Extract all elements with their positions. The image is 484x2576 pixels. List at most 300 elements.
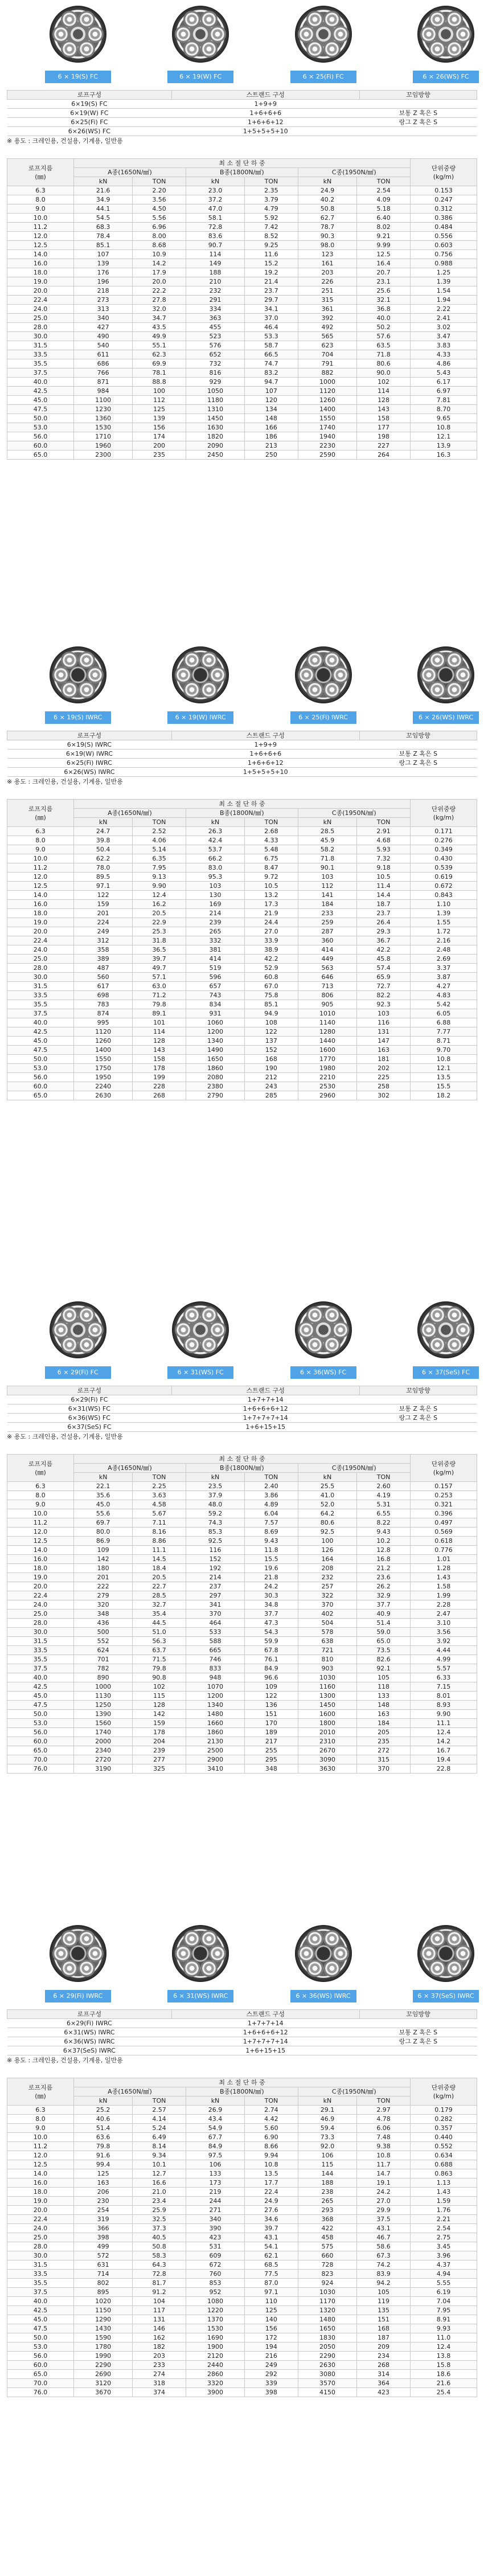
strand-icon (183, 1930, 200, 1947)
table-cell: 0.253 (410, 1491, 477, 1500)
table-cell: 358 (74, 945, 133, 955)
table-cell: 0.349 (410, 845, 477, 854)
table-cell: 623 (298, 341, 356, 350)
construction-cell (359, 1423, 477, 1432)
table-row (7, 918, 477, 927)
table-cell: 103 (298, 873, 356, 882)
table-cell: 5.67 (133, 1509, 186, 1518)
table-cell: 9.0 (7, 204, 74, 214)
table-cell: 8.68 (133, 241, 186, 250)
construction-cell: 1+6+15+15 (171, 1423, 359, 1432)
table-cell: 318 (133, 2379, 186, 2388)
construction-cell: 1+6+15+15 (171, 2046, 359, 2055)
table-cell: 0.619 (410, 873, 477, 882)
table-cell: 78.0 (74, 863, 133, 873)
table-cell: 8.52 (245, 232, 298, 241)
table-cell: 29.7 (245, 296, 298, 305)
construction-cell: 6×31(WS) IWRC (7, 2028, 172, 2037)
construction-cell: 랑그 Z 혹은 S (359, 118, 477, 127)
table-cell: 72.8 (133, 2270, 186, 2279)
table-cell: 16.3 (410, 451, 477, 460)
table-cell: 32.7 (133, 1600, 186, 1610)
table-cell: 312 (74, 936, 133, 945)
table-cell: 95.3 (186, 873, 244, 882)
table-cell: 45.0 (7, 1692, 74, 1701)
construction-cell: 1+7+7+14 (171, 1395, 359, 1404)
rope-cross-section-icon (50, 646, 106, 703)
table-cell: 26.3 (186, 827, 244, 836)
table-cell: 25.5 (298, 1482, 356, 1491)
table-cell: 60.8 (245, 973, 298, 982)
table-cell: 552 (74, 1637, 133, 1646)
strand-icon (454, 1945, 471, 1962)
table-cell: 16.7 (410, 1746, 477, 1755)
strand-icon (87, 1945, 104, 1962)
table-cell: 10.9 (133, 250, 186, 259)
table-cell: 2210 (298, 1073, 356, 1082)
table-cell: 91.6 (74, 2151, 133, 2160)
table-cell: 40.5 (133, 2233, 186, 2242)
table-cell: 19.4 (410, 1755, 477, 1764)
table-cell: 0.634 (410, 2151, 477, 2160)
table-cell: 26.2 (357, 1582, 411, 1591)
table-cell: 31.5 (7, 341, 74, 350)
table-cell: 0.282 (410, 2115, 477, 2124)
table-cell: 16.6 (133, 2178, 186, 2188)
table-cell: 1230 (74, 405, 133, 414)
table-cell: 43.4 (186, 2115, 244, 2124)
table-cell: 190 (245, 1064, 298, 1073)
table-row (7, 1491, 477, 1500)
strand-icon (332, 1321, 349, 1338)
table-row (7, 323, 477, 332)
table-cell: 10.1 (133, 2160, 186, 2169)
table-row (7, 1619, 477, 1628)
table-cell: 1280 (298, 1027, 356, 1037)
table-cell: 340 (186, 2215, 244, 2224)
table-cell: 3.56 (133, 195, 186, 204)
grade-header: B종(1800N/㎟) (186, 809, 298, 818)
rope-image-caption: 6 × 19(S) IWRC (45, 711, 111, 724)
table-row (7, 1064, 477, 1073)
table-cell: 10.8 (245, 2160, 298, 2169)
table-cell: 4.68 (357, 836, 411, 845)
table-row (7, 423, 477, 432)
table-cell: 4.58 (133, 1500, 186, 1509)
table-row (7, 1737, 477, 1746)
table-cell: 1950 (74, 1073, 133, 1082)
table-cell: 46.4 (245, 323, 298, 332)
table-cell: 107 (245, 387, 298, 396)
table-cell: 131 (357, 1027, 411, 1037)
table-cell: 12.0 (7, 2151, 74, 2160)
table-row (7, 1009, 477, 1018)
table-cell: 20.5 (133, 1573, 186, 1582)
rope-image-caption: 6 × 31(WS) IWRC (167, 1990, 233, 2002)
table-row (7, 1037, 477, 1046)
table-cell: 29.3 (357, 927, 411, 936)
table-cell: 90.3 (298, 232, 356, 241)
table-cell: 49.7 (133, 964, 186, 973)
table-cell: 219 (186, 2188, 244, 2197)
table-cell: 30.0 (7, 1628, 74, 1637)
table-cell: 40.0 (7, 1018, 74, 1027)
table-cell: 370 (298, 1600, 356, 1610)
table-cell: 65.0 (7, 1746, 74, 1755)
construction-cell: 1+5+5+5+10 (171, 768, 359, 777)
table-cell: 78.7 (298, 223, 356, 232)
table-cell: 22.2 (133, 286, 186, 296)
table-cell: 232 (186, 286, 244, 296)
table-cell: 24.2 (245, 1582, 298, 1591)
strand-icon (183, 11, 200, 28)
table-cell: 91.2 (133, 2288, 186, 2297)
table-cell: 24.0 (7, 1600, 74, 1610)
table-cell: 2.20 (133, 186, 186, 195)
table-cell: 43.1 (357, 2224, 411, 2233)
table-row (7, 368, 477, 378)
strand-icon (298, 1945, 315, 1962)
table-cell: 47.5 (7, 2324, 74, 2333)
unit-weight-unit: (kg/m) (433, 1468, 454, 1476)
unit-weight-label: 단위중량 (431, 805, 456, 813)
table-cell: 1630 (186, 423, 244, 432)
table-cell: 1000 (298, 378, 356, 387)
table-cell: 105 (357, 2288, 411, 2297)
table-cell: 1340 (186, 1701, 244, 1710)
table-cell: 0.153 (410, 186, 477, 195)
construction-row (7, 109, 477, 118)
table-cell: 143 (133, 1046, 186, 1055)
table-cell: 2690 (74, 2370, 133, 2379)
rope-cross-section-icon (417, 1301, 474, 1358)
table-cell: 9.18 (357, 863, 411, 873)
strand-icon (78, 1336, 95, 1353)
table-cell: 123 (298, 250, 356, 259)
strand-icon (420, 26, 437, 43)
table-row (7, 991, 477, 1000)
strand-icon (209, 26, 226, 43)
table-cell: 12.5 (7, 241, 74, 250)
table-cell: 106 (298, 2151, 356, 2160)
table-cell: 5.43 (410, 368, 477, 378)
rope-cross-section-icon (50, 1301, 106, 1358)
table-cell: 42.5 (7, 2306, 74, 2315)
table-cell: 32.1 (357, 296, 411, 305)
strand-icon (298, 666, 315, 683)
table-cell: 47.3 (245, 1619, 298, 1628)
table-row (7, 359, 477, 368)
ton-header: TON (357, 818, 411, 827)
table-cell: 35.5 (7, 2279, 74, 2288)
table-cell: 135 (357, 2306, 411, 2315)
table-cell: 92.5 (186, 1537, 244, 1546)
table-cell: 168 (245, 1055, 298, 1064)
strand-icon (429, 1930, 446, 1947)
table-cell: 1990 (74, 2352, 133, 2361)
table-cell: 255 (245, 1746, 298, 1755)
table-row (7, 2306, 477, 2315)
table-cell: 144 (298, 2169, 356, 2178)
table-row (7, 1610, 477, 1619)
table-cell: 890 (74, 1673, 133, 1682)
table-cell: 16.0 (7, 1555, 74, 1564)
strand-icon (446, 1336, 463, 1353)
table-row (7, 2342, 477, 2352)
table-cell: 1770 (298, 1055, 356, 1064)
table-cell: 16.0 (7, 259, 74, 268)
table-row (7, 1046, 477, 1055)
rope-image-card (167, 645, 233, 724)
construction-table (7, 1386, 477, 1432)
table-cell: 36.7 (357, 936, 411, 945)
table-cell: 59.0 (357, 1628, 411, 1637)
table-cell: 92.5 (298, 1527, 356, 1537)
table-cell: 67.7 (186, 2133, 244, 2142)
table-cell: 181 (357, 1055, 411, 1064)
construction-header: 꼬임방향 (359, 91, 477, 100)
table-cell: 279 (74, 1591, 133, 1600)
table-cell: 152 (186, 1555, 244, 1564)
table-cell: 22.1 (74, 1482, 133, 1491)
table-cell: 9.90 (410, 1710, 477, 1719)
table-row (7, 332, 477, 341)
table-cell: 370 (186, 1610, 244, 1619)
table-cell: 834 (186, 1000, 244, 1009)
rope-image-row (0, 1919, 484, 2005)
table-row (7, 900, 477, 909)
table-cell: 164 (298, 1555, 356, 1564)
table-cell: 65.0 (7, 451, 74, 460)
table-cell: 5.48 (245, 845, 298, 854)
table-cell: 423 (357, 2388, 411, 2397)
table-cell: 60.0 (7, 1737, 74, 1746)
table-cell: 50.2 (357, 323, 411, 332)
table-cell: 239 (133, 1746, 186, 1755)
table-cell: 8.0 (7, 195, 74, 204)
table-cell: 8.47 (245, 863, 298, 873)
table-cell: 929 (186, 378, 244, 387)
table-row (7, 1701, 477, 1710)
table-cell: 9.94 (245, 2151, 298, 2160)
table-row (7, 1637, 477, 1646)
strand-icon (175, 666, 192, 683)
grade-header: B종(1800N/㎟) (186, 168, 298, 177)
table-cell: 12.0 (7, 873, 74, 882)
table-cell: 1860 (186, 1064, 244, 1073)
table-cell: 1.55 (410, 918, 477, 927)
table-cell: 47.5 (7, 1701, 74, 1710)
construction-header: 로프구성 (7, 2010, 172, 2019)
table-cell: 9.72 (245, 873, 298, 882)
table-cell: 45.0 (7, 396, 74, 405)
table-cell: 1710 (74, 432, 133, 441)
table-cell: 7.42 (245, 223, 298, 232)
table-cell: 25.4 (410, 2388, 477, 2397)
table-cell: 11.2 (7, 223, 74, 232)
table-cell: 560 (74, 973, 133, 982)
table-cell: 272 (357, 1746, 411, 1755)
table-cell: 11.1 (410, 1719, 477, 1728)
table-cell: 57.1 (133, 973, 186, 982)
table-cell: 3.92 (410, 1637, 477, 1646)
table-cell: 76.0 (7, 1764, 74, 1774)
table-cell: 53.0 (7, 2342, 74, 2352)
construction-cell: 6×25(Fi) FC (7, 118, 172, 127)
table-cell: 120 (245, 396, 298, 405)
strand-icon (298, 1321, 315, 1338)
diameter-label: 로프지름 (28, 805, 53, 813)
table-cell: 230 (74, 2197, 133, 2206)
table-cell: 823 (298, 2270, 356, 2279)
rope-image-card (413, 5, 479, 83)
table-row (7, 1692, 477, 1701)
rope-image-caption: 6 × 26(WS) FC (413, 71, 479, 83)
table-cell: 37.5 (357, 2215, 411, 2224)
table-cell: 1000 (74, 1682, 133, 1692)
table-cell: 56.0 (7, 1728, 74, 1737)
table-cell: 71.2 (133, 991, 186, 1000)
table-cell: 1740 (298, 423, 356, 432)
table-cell: 1250 (74, 1701, 133, 1710)
table-cell: 588 (186, 1637, 244, 1646)
table-cell: 31.5 (7, 982, 74, 991)
construction-cell: 1+7+7+7+14 (171, 2037, 359, 2046)
table-row (7, 2124, 477, 2133)
table-cell: 97.1 (74, 882, 133, 891)
table-cell: 128 (357, 396, 411, 405)
table-cell: 76.0 (7, 2388, 74, 2397)
table-cell: 6.04 (245, 1509, 298, 1518)
table-cell: 576 (186, 341, 244, 350)
strand-icon (61, 652, 78, 669)
table-cell: 12.5 (357, 250, 411, 259)
table-row (7, 2251, 477, 2260)
table-cell: 83.0 (186, 863, 244, 873)
table-cell: 9.25 (245, 241, 298, 250)
table-cell: 297 (186, 1591, 244, 1600)
table-cell: 254 (74, 2206, 133, 2215)
table-cell: 209 (357, 2342, 411, 2352)
table-row (7, 214, 477, 223)
strand-icon (429, 1307, 446, 1324)
kn-header: kN (186, 818, 244, 827)
rope-image-caption: 6 × 36(WS) IWRC (290, 1990, 356, 2002)
table-cell: 37.2 (186, 195, 244, 204)
table-cell: 20.0 (7, 1582, 74, 1591)
table-cell: 63.5 (357, 341, 411, 350)
table-row (7, 1564, 477, 1573)
table-cell: 389 (74, 955, 133, 964)
table-cell: 102 (133, 1682, 186, 1692)
table-cell: 1030 (298, 2288, 356, 2297)
table-cell: 27.0 (357, 2197, 411, 2206)
table-cell: 101 (133, 1018, 186, 1027)
table-cell: 65.0 (7, 1091, 74, 1100)
table-cell: 6.75 (245, 854, 298, 863)
table-cell: 1600 (298, 1046, 356, 1055)
diameter-header (7, 1455, 74, 1482)
table-cell: 293 (298, 2206, 356, 2215)
strand-icon (323, 1930, 341, 1947)
table-cell: 142 (133, 1710, 186, 1719)
table-cell: 62.7 (298, 214, 356, 223)
strand-icon (200, 1336, 218, 1353)
table-cell: 10.0 (7, 854, 74, 863)
table-cell: 806 (298, 991, 356, 1000)
table-cell: 12.0 (7, 1527, 74, 1537)
table-row (7, 2315, 477, 2324)
table-cell: 348 (74, 1610, 133, 1619)
breaking-load-table (7, 1454, 477, 1774)
table-cell: 2080 (186, 1073, 244, 1082)
table-cell: 1430 (74, 2324, 133, 2333)
table-cell: 13.9 (410, 441, 477, 451)
table-cell: 25.0 (7, 314, 74, 323)
table-cell: 227 (357, 441, 411, 451)
table-cell: 1400 (298, 405, 356, 414)
rope-image-caption: 6 × 29(Fi) IWRC (45, 1990, 111, 2002)
construction-cell (359, 1395, 477, 1404)
rope-cross-section-icon (50, 6, 106, 63)
table-cell: 69.9 (133, 359, 186, 368)
table-row (7, 441, 477, 451)
construction-header: 꼬임방향 (359, 731, 477, 740)
table-row (7, 1710, 477, 1719)
strand-icon (306, 1930, 323, 1947)
table-cell: 423 (186, 2233, 244, 2242)
construction-cell: 보통 Z 혹은 S (359, 1404, 477, 1414)
table-cell: 58.3 (133, 2251, 186, 2260)
table-cell: 198 (357, 432, 411, 441)
table-cell: 202 (357, 1064, 411, 1073)
table-cell: 2.75 (410, 2233, 477, 2242)
table-cell: 217 (245, 1737, 298, 1746)
table-cell: 402 (298, 1610, 356, 1619)
table-cell: 6.3 (7, 186, 74, 195)
table-cell: 43.5 (133, 323, 186, 332)
table-cell: 22.4 (7, 936, 74, 945)
strand-icon (61, 1336, 78, 1353)
table-cell: 9.38 (357, 2142, 411, 2151)
table-cell: 63.6 (74, 2133, 133, 2142)
table-row (7, 1555, 477, 1564)
table-cell: 136 (245, 1701, 298, 1710)
table-cell: 8.86 (133, 1537, 186, 1546)
table-cell: 2.54 (357, 186, 411, 195)
table-cell: 1070 (186, 1682, 244, 1692)
table-cell: 24.2 (357, 2188, 411, 2197)
rope-image-card (413, 645, 479, 724)
table-cell: 11.6 (245, 250, 298, 259)
table-cell: 218 (74, 286, 133, 296)
table-cell: 37.0 (245, 314, 298, 323)
table-cell: 1050 (186, 387, 244, 396)
table-cell: 25.0 (7, 955, 74, 964)
table-cell: 2.52 (133, 827, 186, 836)
strand-icon (200, 1960, 218, 1977)
ton-header: TON (133, 2096, 186, 2106)
table-row (7, 2288, 477, 2297)
table-cell: 63.7 (133, 1646, 186, 1655)
table-cell: 45.8 (357, 955, 411, 964)
table-cell: 204 (133, 1737, 186, 1746)
table-row (7, 1509, 477, 1518)
table-cell: 140 (245, 2315, 298, 2324)
table-cell: 2.57 (133, 2106, 186, 2115)
table-cell: 25.2 (74, 2106, 133, 2115)
table-cell: 0.157 (410, 1482, 477, 1491)
